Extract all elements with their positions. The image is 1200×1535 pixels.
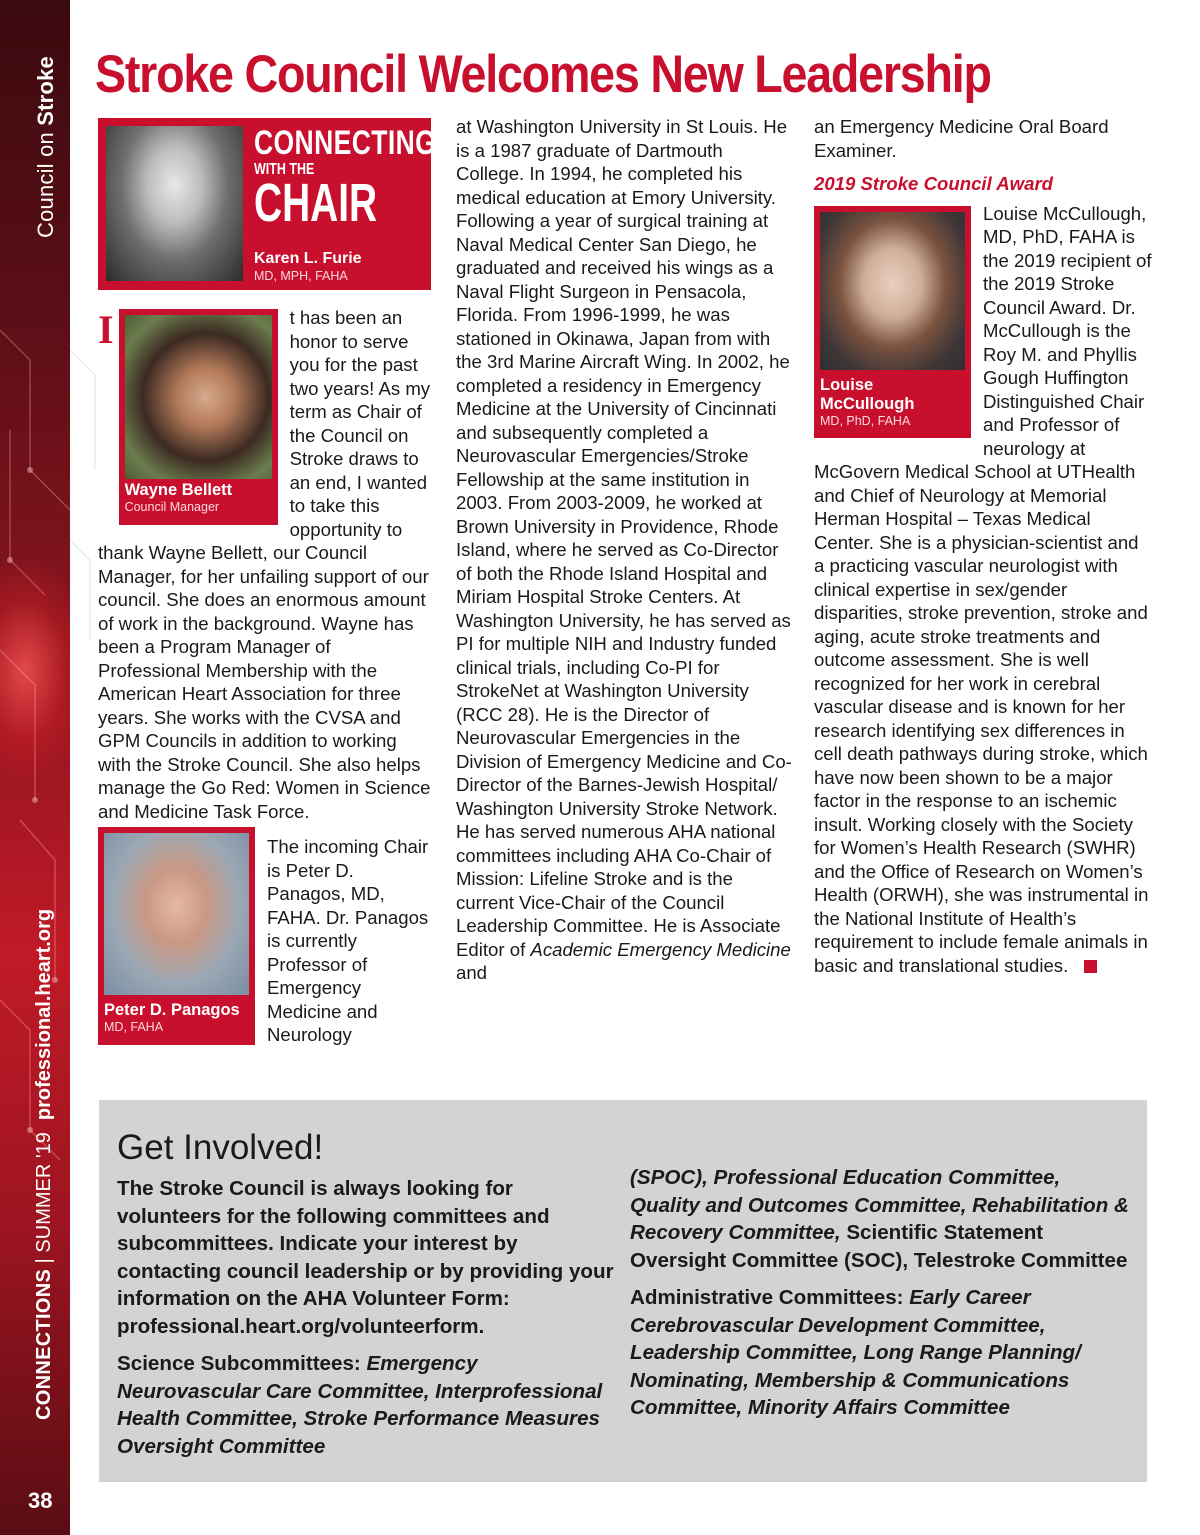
wayne-bellett-card bbox=[119, 309, 278, 525]
karen-furie-photo bbox=[106, 126, 243, 281]
chair-credentials: MD, MPH, FAHA bbox=[254, 269, 348, 283]
page-title: Stroke Council Welcomes New Leadership bbox=[95, 45, 991, 104]
science-subcommittees: Science Subcommittees: Emergency Neurovascular Care Committee, Interprofessional Health Committee, Stroke Performance Measures Oversight Committee bbox=[117, 1352, 603, 1458]
page-number: 38 bbox=[28, 1488, 53, 1513]
journal-title: Academic Emergency Medicine bbox=[530, 938, 791, 960]
drop-cap: I bbox=[98, 307, 114, 352]
peter-panagos-card bbox=[98, 827, 255, 1045]
wayne-bellett-photo bbox=[125, 315, 272, 479]
website-url[interactable]: professional.heart.org bbox=[33, 908, 55, 1121]
get-involved-intro: The Stroke Council is always looking for volunteers for the following committees and subcommittees. Indicate your interest by contacting council leadership or by providing your information on the AHA Volunteer Form: professional.heart.org/volunteerform. bbox=[117, 1177, 614, 1338]
chair-name: Karen L. Furie bbox=[254, 250, 362, 267]
award-heading: 2019 Stroke Council Award bbox=[814, 173, 1054, 194]
science-subcommittees-cont: (SPOC), Professional Education Committee, Quality and Outcomes Committee, Rehabilitation & Recovery Committee, Scientific Statement Oversight Committee (SOC), Telestroke Committee bbox=[630, 1166, 1129, 1272]
peter-panagos-name: Peter D. Panagos bbox=[104, 1001, 240, 1019]
louise-mccullough-photo bbox=[820, 212, 965, 370]
get-involved-panel bbox=[99, 1100, 1147, 1482]
publication-label: CONNECTIONS | SUMMER '19professional.heart.org bbox=[33, 908, 55, 1420]
article-column-2 bbox=[456, 115, 796, 985]
connecting-with-the-chair-logo: CONNECTING WITH THE CHAIR bbox=[254, 124, 437, 233]
louise-mccullough-name-1: Louise bbox=[820, 375, 874, 394]
sidebar bbox=[0, 0, 70, 1535]
intro-paragraph: t has been an honor to serve you for the past two years! As my term as Chair of the Council on Stroke draws to an end, I wanted to take this opportunity to thank Wayne Bellett, our Council Manager, for her unfailing support of our council. She does an enormous amount of work in the background. Wayne has been a Program Manager of Professional Membership with the American Heart Association for three years. She works with the CVSA and GPM Councils in addition to working with the Stroke Council. She also helps manage the Go Red: Women in Science and Medicine Task Force. bbox=[98, 307, 431, 822]
louise-mccullough-card bbox=[814, 206, 971, 438]
wayne-bellett-name: Wayne Bellett bbox=[124, 481, 233, 499]
administrative-committees: Administrative Committees: Early Career Cerebrovascular Development Committee, Leadership Committee, Long Range Planning/ Nominating, Membership & Communications Committee, Minority Affairs Committee bbox=[630, 1286, 1081, 1419]
article-column-1 bbox=[98, 306, 433, 1049]
get-involved-right bbox=[630, 1164, 1135, 1422]
section-label: Council on Stroke bbox=[33, 56, 58, 238]
end-of-article-mark bbox=[1084, 960, 1097, 973]
panagos-bio: at Washington University in St Louis. He is a 1987 graduate of Dartmouth College. In 1994, he completed his medical education at Emory University. Following a year of surgical training at Naval Medical Center San Diego, he graduated and received his wings as a Naval Flight Surgeon in Pensacola, Florida. From 1996-1999, he was stationed in Okinawa, Japan from with the 3rd Marine Aircraft Wing. In 2002, he completed a residency in Emergency Medicine at the University of Cincinnati and subsequently completed a Neurovascular Emergencies/Stroke Fellowship at the same institution in 2003. From 2003-2009, he worked at Brown University in Providence, Rhode Island, where he served as Co-Director of both the Rhode Island Hospital and Miriam Hospital Stroke Centers. At Washington University, he has served as PI for multiple NIH and Industry funded clinical trials, including Co-PI for StrokeNet at Washington University (RCC 28). He is the Director of Neurovascular Emergencies in the Division of Emergency Medicine and Co-Director of the Barnes-Jewish Hospital/ Washington University Stroke Network. He has served numerous AHA national committees including AHA Co-Chair of Mission: Lifeline Stroke and is the current Vice-Chair of the Council Leadership Committee. He is Associate Editor of Academic Emergency Medicine and bbox=[456, 116, 792, 983]
incoming-chair-paragraph: The incoming Chair is Peter D. Panagos, MD, FAHA. Dr. Panagos is currently Professor of Emergency Medicine and Neurology bbox=[267, 836, 429, 1045]
get-involved-left bbox=[117, 1175, 617, 1460]
volunteer-form-link[interactable]: professional.heart.org/volunteerform bbox=[117, 1314, 479, 1338]
louise-mccullough-name-2: McCullough bbox=[820, 394, 915, 413]
panagos-bio-end: an Emergency Medicine Oral Board Examiner. bbox=[814, 116, 1109, 161]
get-involved-title: Get Involved! bbox=[117, 1128, 324, 1167]
connecting-chair-box bbox=[98, 118, 437, 290]
wayne-bellett-role: Council Manager bbox=[124, 500, 220, 514]
peter-panagos-photo bbox=[104, 833, 249, 995]
article-column-3 bbox=[814, 115, 1154, 977]
mccullough-bio: Louise McCullough, MD, PhD, FAHA is the 2019 recipient of the 2019 Stroke Council Award. Dr. McCullough is the Roy M. and Phyllis Gough Huffington Distinguished Chair and Professor of neurology at McGovern Medical School at UTHealth and Chief of Neurology at Memorial Herman Hospital – Texas Medical Center. She is a physician-scientist and a practicing vascular neurologist with clinical expertise in sex/gender disparities, stroke prevention, stroke and aging, acute stroke treatments and outcome assessment. She is well recognized for her work in cerebral vascular disease and is known for her research identifying sex differences in cell death pathways during stroke, which have now been shown to be a major factor in the response to an ischemic insult. Working closely with the Society for Women’s Health Research (SWHR) and the Office of Research on Women’s Health (ORWH), she was instrumental in the National Institute of Health’s requirement to include female animals in basic and translational studies. bbox=[814, 202, 1152, 976]
peter-panagos-credentials: MD, FAHA bbox=[104, 1020, 164, 1034]
chair-caption bbox=[254, 250, 362, 283]
louise-mccullough-credentials: MD, PhD, FAHA bbox=[820, 413, 911, 428]
